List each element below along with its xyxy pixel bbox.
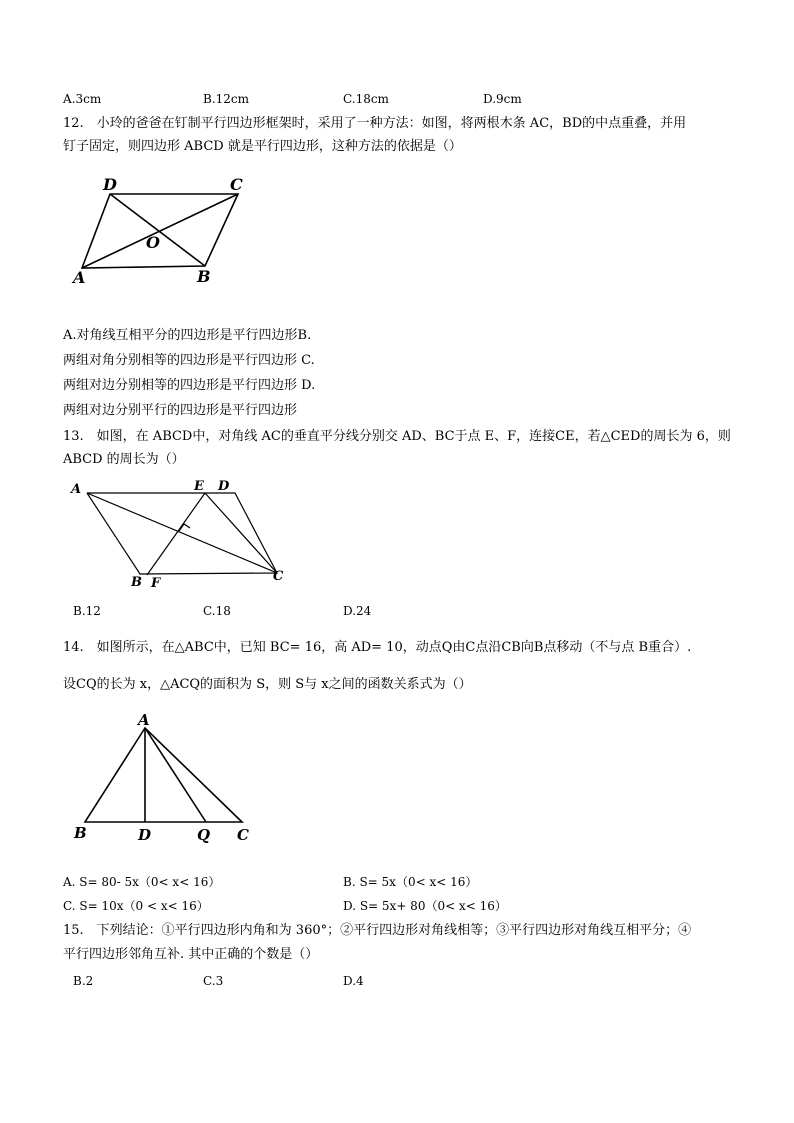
q13-option-d: D.24 [343, 604, 372, 618]
q14-label-d: D [138, 826, 152, 844]
q12-parallelogram-figure [70, 172, 255, 287]
q14-option-a: A. S= 80- 5x（0< x< 16） [63, 875, 221, 889]
q11-option-d: D.9cm [483, 92, 522, 106]
q13-label-b: B [131, 575, 142, 590]
q14-label-a: A [138, 711, 150, 729]
q12-stem-line2: 钉子固定，则四边形 ABCD 就是平行四边形，这种方法的依据是（） [63, 139, 462, 154]
q12-option-b: 两组对角分别相等的四边形是平行四边形 C. [63, 353, 315, 368]
q12-stem-line1: 12. 小玲的爸爸在钉制平行四边形框架时，采用了一种方法：如图，将两根木条 AC，BD的中点重叠，并用 [63, 116, 687, 131]
q14-triangle-figure [70, 710, 260, 850]
q13-stem-line1: 13. 如图，在 ABCD中，对角线 AC的垂直平分线分别交 AD、BC于点 E、F，连接CE，若△CED的周长为 6，则 [63, 429, 731, 444]
q13-label-d: D [218, 479, 230, 494]
q13-label-c: C [273, 569, 284, 584]
q14-label-c: C [237, 826, 249, 844]
q13-label-a: A [71, 482, 82, 497]
q12-label-d: D [103, 175, 117, 194]
q11-option-c: C.18cm [343, 92, 389, 106]
q15-option-b: B.2 [73, 974, 94, 988]
q11-option-b: B.12cm [203, 92, 250, 106]
q14-option-d: D. S= 5x+ 80（0< x< 16） [343, 899, 507, 913]
q15-stem-line2: 平行四边形邻角互补. 其中正确的个数是（） [63, 947, 319, 962]
q14-stem-line2: 设CQ的长为 x，△ACQ的面积为 S，则 S与 x之间的函数关系式为（） [63, 677, 472, 692]
q12-option-d: 两组对边分别平行的四边形是平行四边形 [63, 403, 298, 418]
q11-option-a: A.3cm [63, 92, 102, 106]
q12-label-c: C [230, 175, 243, 194]
q13-label-e: E [194, 479, 204, 494]
q14-option-c: C. S= 10x（0 < x< 16） [63, 899, 209, 913]
q13-option-b: B.12 [73, 604, 101, 618]
q14-option-b: B. S= 5x（0< x< 16） [343, 875, 478, 889]
q12-option-c: 两组对边分别相等的四边形是平行四边形 D. [63, 378, 316, 393]
q15-option-d: D.4 [343, 974, 364, 988]
q13-option-c: C.18 [203, 604, 231, 618]
q15-option-c: C.3 [203, 974, 224, 988]
q14-label-q: Q [197, 826, 211, 844]
q14-label-b: B [74, 824, 87, 842]
q14-stem-line1: 14. 如图所示，在△ABC中，已知 BC= 16，高 AD= 10，动点Q由C点沿CB向B点移动（不与点 B重合）. [63, 640, 692, 655]
q13-label-f: F [151, 576, 161, 591]
q12-label-a: A [73, 268, 86, 287]
q13-parallelogram-figure [65, 478, 295, 593]
q13-stem-line2: ABCD 的周长为（） [63, 452, 185, 467]
q12-label-o: O [146, 233, 160, 252]
q12-option-a: A.对角线互相平分的四边形是平行四边形B. [63, 328, 312, 343]
q12-label-b: B [197, 267, 211, 286]
q15-stem-line1: 15. 下列结论：①平行四边形内角和为 360°；②平行四边形对角线相等；③平行四边形对角线互相平分；④ [63, 923, 692, 938]
